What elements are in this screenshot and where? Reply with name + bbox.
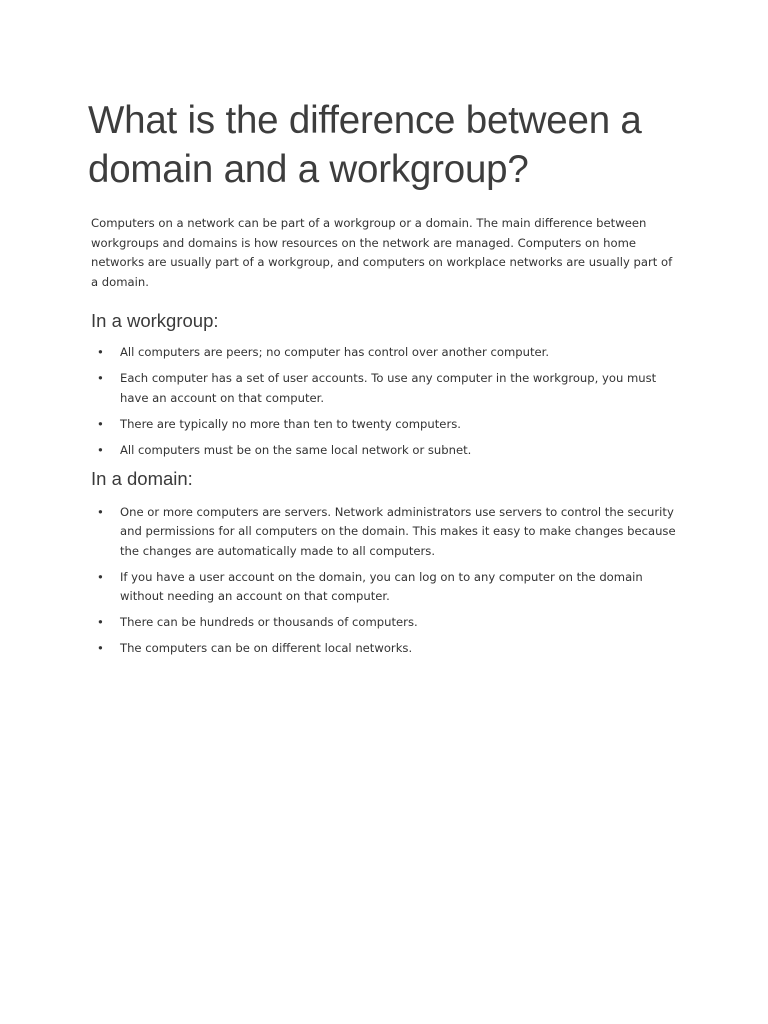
bullet-icon: • [97,442,104,457]
list-item-text: One or more computers are servers. Network administrators use servers to control the security and permissions for all computers on the domain. This makes it easy to make changes because the changes are automatically made to all computers. [120,504,676,558]
list-item [88,441,682,461]
workgroup-list [88,343,688,460]
bullet-icon: • [97,615,104,629]
list-item-text: There are typically no more than ten to twenty computers. [120,416,461,431]
list-item-text: All computers must be on the same local network or subnet. [120,442,472,457]
domain-heading: In a domain: [91,467,193,489]
list-item [88,415,682,435]
list-item-text: There can be hundreds or thousands of computers. [120,615,418,629]
list-item-text: Each computer has a set of user accounts. To use any computer in the workgroup, you must have an account on that computer. [120,371,657,405]
workgroup-heading: In a workgroup: [91,310,219,331]
list-item [88,503,682,562]
list-item [88,568,682,607]
domain-list [88,503,688,659]
page-title: What is the difference between a domain and a workgroup? [88,99,642,191]
intro-paragraph: Computers on a network can be part of a workgroup or a domain. The main difference between workgroups and domains is how resources on the network are managed. Computers on home networks are usually part of a workgroup, and computers on workplace networks are usually part of a domain. [91,216,673,289]
list-item [88,369,682,408]
bullet-icon: • [97,641,104,655]
bullet-icon: • [97,371,104,385]
list-item-text: If you have a user account on the domain, you can log on to any computer on the domain without needing an account on that computer. [120,569,643,603]
list-item [88,343,682,363]
list-item [88,639,682,659]
list-item-text: The computers can be on different local networks. [120,641,413,655]
document-page [88,96,688,665]
bullet-icon: • [97,504,104,519]
bullet-icon: • [97,345,104,359]
bullet-icon: • [97,569,104,584]
list-item [88,613,682,633]
bullet-icon: • [97,416,104,431]
list-item-text: All computers are peers; no computer has control over another computer. [120,345,550,359]
